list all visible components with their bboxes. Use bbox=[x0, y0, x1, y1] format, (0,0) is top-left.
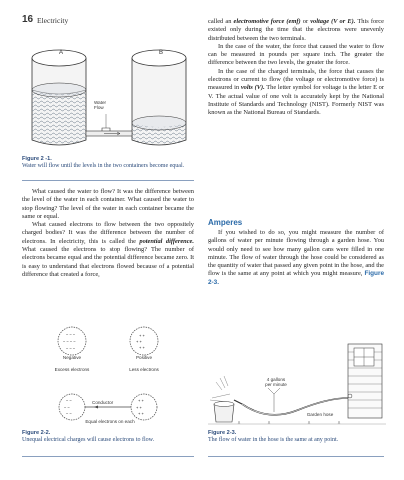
figure-2-2-illustration bbox=[22, 325, 197, 443]
negative-label: Negative bbox=[62, 355, 82, 360]
flow-rate-label: 4 gallons per minute bbox=[265, 377, 287, 388]
excess-electrons-label: Excess electrons bbox=[54, 367, 90, 372]
figure-2-1-caption-text: Water will flow until the levels in the two containers become equal. bbox=[22, 163, 185, 169]
page-number: 16 bbox=[22, 14, 34, 25]
tank-b bbox=[132, 50, 186, 145]
water-flow-label: Water Flow bbox=[94, 100, 107, 111]
faucet-icon bbox=[348, 394, 352, 398]
svg-text:+ +: + + bbox=[136, 339, 142, 344]
svg-text:+ +: + + bbox=[138, 411, 144, 416]
caption-divider bbox=[22, 180, 194, 181]
tank-a-label: A bbox=[58, 50, 63, 56]
svg-text:− − − −: − − − − bbox=[63, 339, 76, 344]
conductor-label: Conductor bbox=[92, 400, 114, 405]
figure-2-1-illustration bbox=[22, 28, 197, 153]
equal-electrons-label: Equal electrons on each bbox=[85, 419, 135, 424]
paragraph: In the case of the water, the force that caused the water to flow can be measured in pounds per square inch. The greater the difference between the two levels, the greater the force. bbox=[208, 42, 384, 67]
caption-divider bbox=[22, 456, 194, 457]
figure-2-3-caption-title: Figure 2-3. bbox=[208, 430, 237, 436]
figure-2-1-caption-title: Figure 2 -1. bbox=[22, 156, 52, 162]
svg-text:− −: − − bbox=[66, 411, 72, 416]
running-title: Electricity bbox=[37, 16, 69, 25]
tank-b-label: B bbox=[158, 50, 163, 56]
left-column-text bbox=[22, 188, 194, 279]
caption-divider bbox=[208, 456, 384, 457]
paragraph: If you wished to do so, you might measure the number of gallons of water per minute flowing through a garden hose. You would only need to see how many gallon cans were filled in one minute. The flow of water through the hose could be considered as the quantity of water that passed any given point in the hose, and the flow is the same at any point at which you might measure, Figure 2-3. bbox=[208, 229, 384, 286]
paragraph: What caused the water to flow? It was the difference between the level of the water in each container. What caused the water to stop flowing? The level of the water in each container became the same or equal. bbox=[22, 188, 194, 220]
less-electrons-label: Less electrons bbox=[129, 367, 159, 372]
svg-text:− −: − − bbox=[64, 405, 70, 410]
svg-text:+ +: + + bbox=[139, 345, 145, 350]
amperes-text bbox=[208, 229, 384, 287]
figure-2-2-caption-title: Figure 2-2. bbox=[22, 430, 51, 436]
svg-text:+ +: + + bbox=[136, 405, 142, 410]
paragraph: In the case of the charged terminals, the force that causes the electrons or current to flow (the voltage or electromotive force) is measured in volts (V). The letter symbol for voltage is the letter E or V. The actual value of one volt is accurately kept by the National Institute of Standards and Technology (NIST). Formerly NIST was known as the National Bureau of Standards. bbox=[208, 67, 384, 117]
section-heading-amperes: Amperes bbox=[208, 218, 243, 227]
figure-2-3-illustration bbox=[208, 338, 386, 430]
right-column-text bbox=[208, 18, 384, 118]
figure-2-2-caption-text: Unequal electrical charges will cause electrons to flow. bbox=[22, 437, 155, 443]
figure-2-3-caption-text: The flow of water in the hose is the same at any point. bbox=[208, 437, 339, 443]
svg-text:− −: − − bbox=[66, 398, 72, 403]
garden-hose-label: Garden hose bbox=[306, 412, 334, 417]
svg-text:+ +: + + bbox=[139, 333, 145, 338]
tank-a bbox=[32, 50, 86, 145]
paragraph: called an electromotive force (emf) or voltage (V or E). This force existed only during the time that the electrons were unevenly distributed between the two terminals. bbox=[208, 18, 384, 42]
paragraph: What caused electrons to flow between the two oppositely charged bodies? It was the difference between the number of electrons. In electricity, this is called the potential difference. What caused the electrons to stop flowing? The number of electrons became equal and the potential difference became zero. It is easy to understand that electrons flowed because of a potential difference that created a force, bbox=[22, 221, 194, 278]
positive-label: Positive bbox=[135, 355, 153, 360]
svg-text:− − −: − − − bbox=[66, 346, 76, 351]
svg-text:− − −: − − − bbox=[66, 332, 76, 337]
svg-text:+ +: + + bbox=[138, 398, 144, 403]
